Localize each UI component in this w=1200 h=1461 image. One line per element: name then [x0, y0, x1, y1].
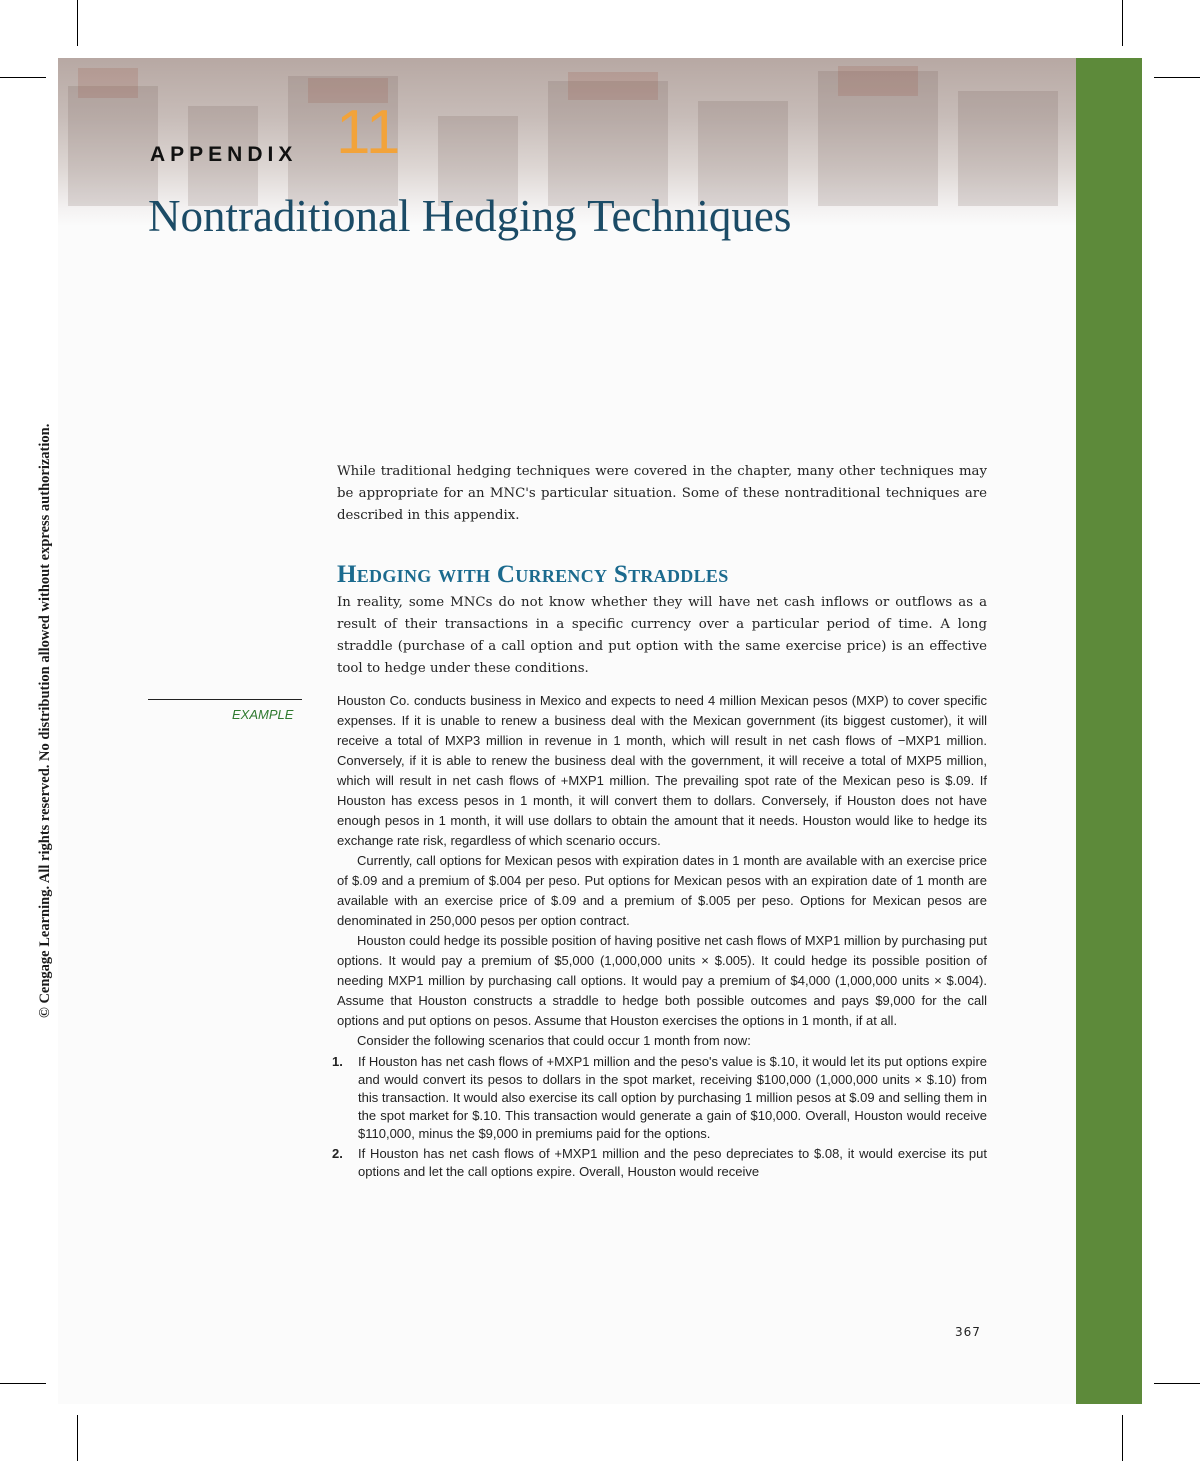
scenario-list: [332, 1053, 987, 1181]
crop-mark: [77, 1415, 78, 1461]
chapter-side-tab: [1076, 58, 1142, 1404]
crop-mark: [1122, 1415, 1123, 1461]
list-item-number: 2.: [332, 1146, 343, 1161]
page-number: 367: [955, 1325, 981, 1339]
crop-mark: [0, 1383, 46, 1384]
crop-mark: [0, 77, 46, 78]
intro-paragraph: While traditional hedging techniques were covered in the chapter, many other techniques may be appropriate for an MNC's particular situation. Some of these nontraditional techniques are described in this appendix.: [337, 464, 987, 523]
list-item-text: If Houston has net cash flows of +MXP1 million and the peso depreciates to $.08, it would exercise its put options and let the call options expire. Overall, Houston would receive: [358, 1146, 987, 1179]
example-paragraph: Houston could hedge its possible position of having positive net cash flows of MXP1 million by purchasing put options. It would pay a premium of $5,000 (1,000,000 units × $.005). It could hedge its possible position of needing MXP1 million by purchasing call options. It would pay a premium of $4,000 (1,000,000 units × $.004). Assume that Houston constructs a straddle to hedge both possible outcomes and pays $9,000 for the call options and put options on pesos. Assume that Houston exercises the options in 1 month, if at all.: [337, 933, 987, 1028]
example-paragraph: Consider the following scenarios that could occur 1 month from now:: [357, 1033, 751, 1048]
copyright-notice: © Cengage Learning. All rights reserved. No distribution allowed without express authorization.: [37, 423, 53, 1018]
example-body: [332, 691, 987, 1181]
example-paragraph: Houston Co. conducts business in Mexico and expects to need 4 million Mexican pesos (MXP) to cover specific expenses. If it is unable to renew a business deal with the Mexican government (its biggest customer), it will receive a total of MXP3 million in revenue in 1 month, which will result in net cash flows of −MXP1 million. Conversely, if it is able to renew the business deal with the government, it will receive a total of MXP5 million, which will result in net cash flows of +MXP1 million. The prevailing spot rate of the Mexican peso is $.09. If Houston has excess pesos in 1 month, it will convert them to dollars. Conversely, if Houston does not have enough pesos in 1 month, it will use dollars to obtain the amount that it needs. Houston would like to hedge its exchange rate risk, regardless of which scenario occurs.: [337, 693, 987, 848]
list-item: [332, 1145, 987, 1181]
crop-mark: [1122, 0, 1123, 46]
appendix-number: 11: [336, 98, 401, 167]
crop-mark: [1154, 77, 1200, 78]
list-item-text: If Houston has net cash flows of +MXP1 million and the peso's value is $.10, it would let its put options expire and would convert its pesos to dollars in the spot market, receiving $100,000 (1,000,000 units × $.10) from this transaction. It would also exercise its call option by purchasing 1 million pesos at $.09 and selling them in the spot market for $.10. This transaction would generate a gain of $10,000. Overall, Houston would receive $110,000, minus the $9,000 in premiums paid for the options.: [358, 1054, 987, 1141]
section-intro-paragraph: In reality, some MNCs do not know whether they will have net cash inflows or outflows as a result of their transactions in a specific currency over a particular period of time. A long straddle (purchase of a call option and put option with the same exercise price) is an effective tool to hedge under these conditions.: [337, 595, 987, 676]
crop-mark: [77, 0, 78, 46]
example-divider: [148, 699, 302, 700]
section-heading: Hedging with Currency Straddles: [337, 561, 729, 588]
example-paragraph: Currently, call options for Mexican pesos with expiration dates in 1 month are available with an exercise price of $.09 and a premium of $.004 per peso. Put options for Mexican pesos with an expiration date of 1 month are available with an exercise price of $.09 and a premium of $.005 per peso. Options for Mexican pesos are denominated in 250,000 pesos per option contract.: [337, 853, 987, 928]
list-item-number: 1.: [332, 1054, 343, 1069]
list-item: [332, 1053, 987, 1143]
crop-mark: [1154, 1383, 1200, 1384]
page-title: Nontraditional Hedging Techniques: [148, 191, 792, 241]
appendix-label: APPENDIX: [150, 143, 298, 166]
example-label: EXAMPLE: [232, 707, 294, 722]
